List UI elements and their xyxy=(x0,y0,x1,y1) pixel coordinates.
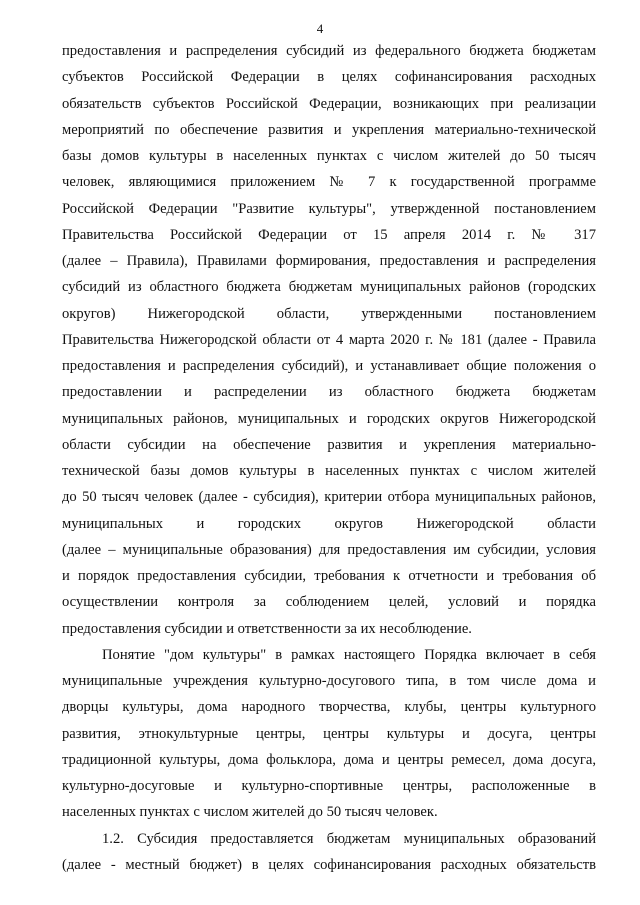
text-line: до 50 тысяч человек (далее - субсидия), критерии отбора муниципальных районов, xyxy=(62,489,596,506)
text-line: и порядок предоставления субсидии, требования к отчетности и требования об xyxy=(62,568,596,584)
text-line: Российской Федерации "Развитие культуры", утвержденной постановлением xyxy=(62,200,596,217)
text-line: муниципальных районов, муниципальных и городских округов Нижегородской xyxy=(62,410,596,427)
text-line: осуществлении контроля за соблюдением целей, условий и порядка xyxy=(62,594,596,611)
document-body xyxy=(62,38,596,878)
text-line: округов) Нижегородской области, утвержденными постановлением xyxy=(62,305,596,322)
text-line: базы домов культуры в населенных пунктах с числом жителей до 50 тысяч xyxy=(62,148,596,164)
text-line: 1.2. Субсидия предоставляется бюджетам муниципальных образований xyxy=(102,830,596,847)
text-line: культурно-досуговые и культурно-спортивные центры, расположенные в xyxy=(62,778,596,794)
text-line: предоставления и распределения субсидий из федерального бюджета бюджетам xyxy=(62,43,596,59)
text-line: развития, этнокультурные центры, центры культуры и досуга, центры xyxy=(62,725,596,742)
text-line: технической базы домов культуры в населенных пунктах с числом жителей xyxy=(62,463,596,479)
text-line: Понятие "дом культуры" в рамках настоящего Порядка включает в себя xyxy=(102,646,596,663)
text-line: предоставлении и распределении из областного бюджета бюджетам xyxy=(62,384,596,401)
text-line: предоставления субсидии и ответственности за их несоблюдение. xyxy=(62,620,472,637)
text-line: (далее – Правила), Правилами формирования, предоставления и распределения xyxy=(62,253,596,269)
text-line: традиционной культуры, дома фольклора, дома и центры ремесел, дома досуга, xyxy=(62,751,596,768)
text-line: населенных пунктах с числом жителей до 50 тысяч человек. xyxy=(62,804,438,821)
paragraph xyxy=(62,642,596,826)
text-line: субъектов Российской Федерации в целях софинансирования расходных xyxy=(62,69,596,86)
page-number: 4 xyxy=(316,21,324,36)
text-line: дворцы культуры, дома народного творчества, клубы, центры культурного xyxy=(62,699,596,716)
text-line: (далее – муниципальные образования) для предоставления им субсидии, условия xyxy=(62,541,596,558)
text-line: субсидий из областного бюджета бюджетам муниципальных районов (городских xyxy=(62,279,596,296)
text-line: муниципальных и городских округов Нижегородской области xyxy=(62,515,596,532)
text-line: области субсидии на обеспечение развития и укрепления материально- xyxy=(62,436,596,453)
text-line: муниципальные учреждения культурно-досугового типа, в том числе дома и xyxy=(62,673,596,689)
text-line: обязательств субъектов Российской Федерации, возникающих при реализации xyxy=(62,95,596,112)
text-line: Правительства Российской Федерации от 15 апреля 2014 г. № 317 xyxy=(62,226,596,243)
paragraph xyxy=(62,826,596,879)
text-line: Правительства Нижегородской области от 4 марта 2020 г. № 181 (далее - Правила xyxy=(62,331,596,348)
text-line: предоставления и распределения субсидий), и устанавливает общие положения о xyxy=(62,358,596,374)
text-line: мероприятий по обеспечение развития и укрепления материально-технической xyxy=(62,121,596,138)
text-line: (далее - местный бюджет) в целях софинансирования расходных обязательств xyxy=(62,856,596,873)
text-line: человек, являющимися приложением № 7 к государственной программе xyxy=(62,174,596,191)
paragraph xyxy=(62,38,596,642)
